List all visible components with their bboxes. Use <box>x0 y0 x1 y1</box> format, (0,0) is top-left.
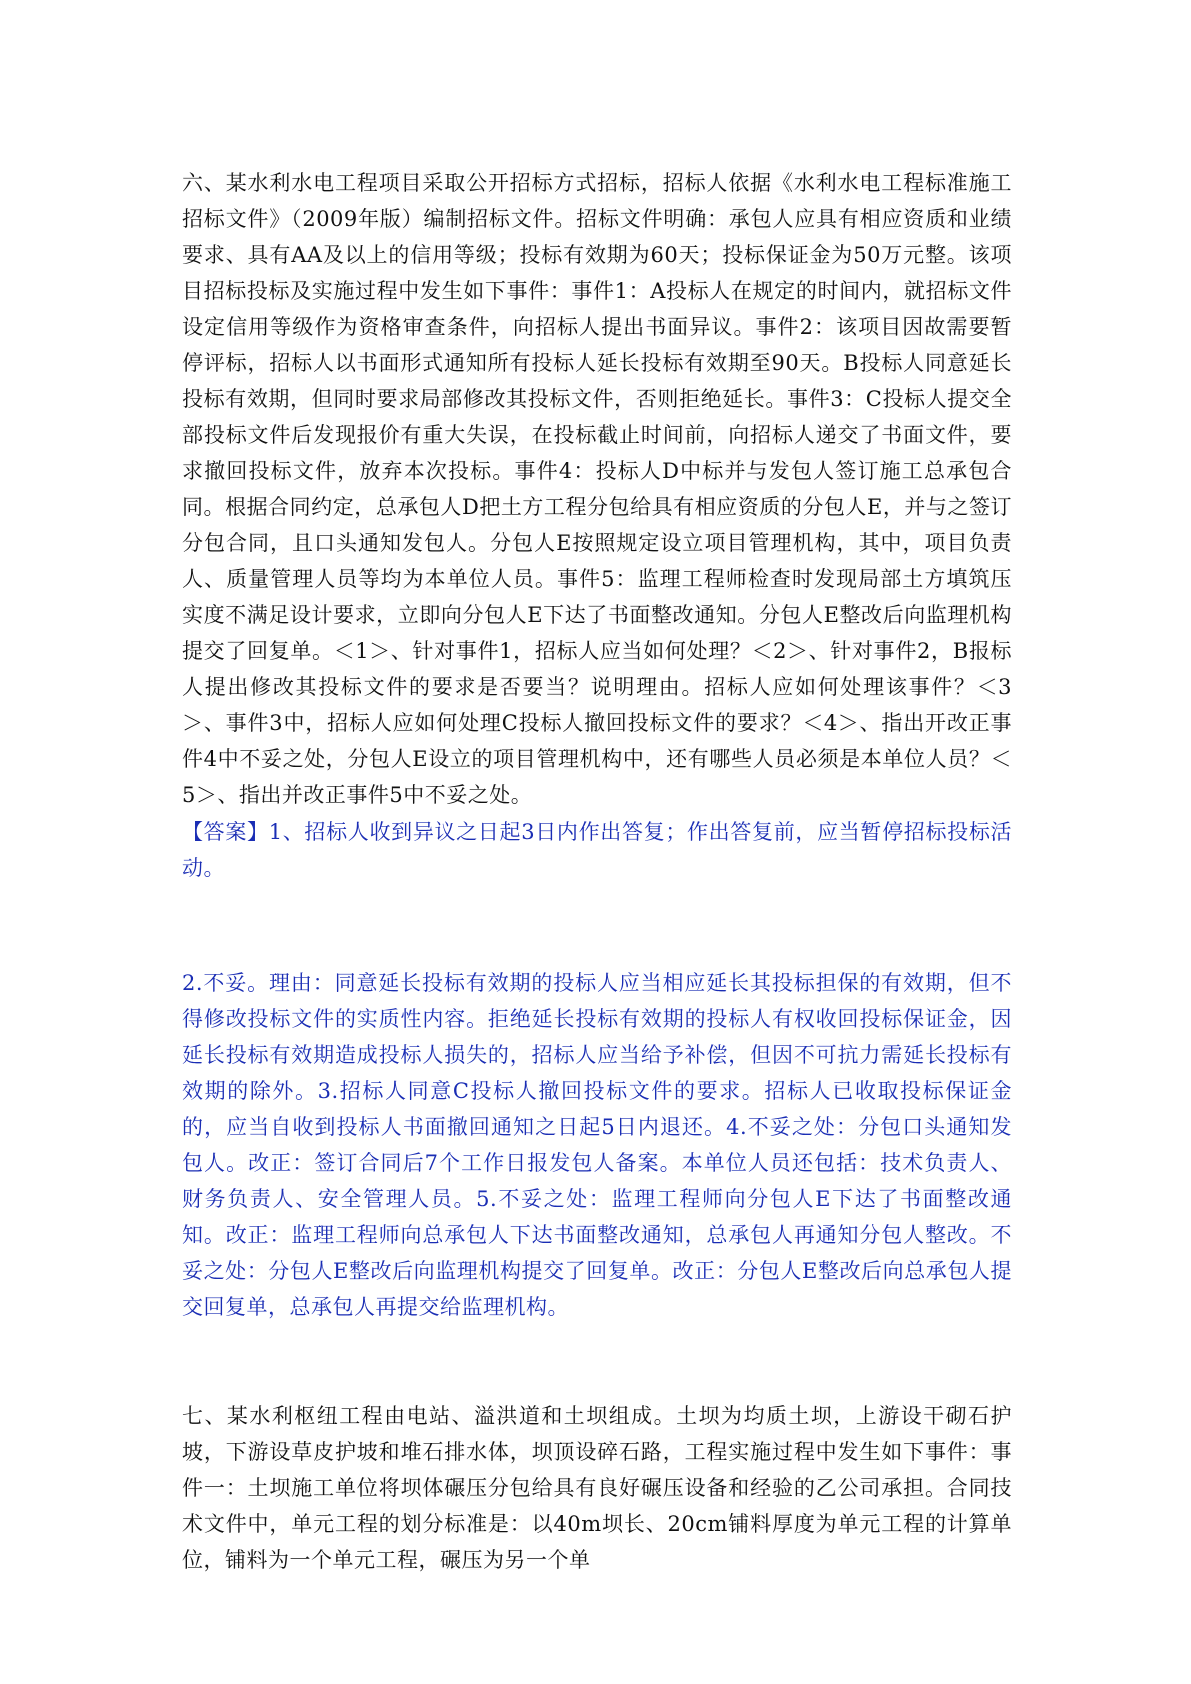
answer-part-2-text: 2.不妥。理由：同意延长投标有效期的投标人应当相应延长其投标担保的有效期，但不得修改投标文件的实质性内容。拒绝延长投标有效期的投标人有权收回投标保证金，因延长投标有效期造成投标人损失的，招标人应当给予补偿，但因不可抗力需延长投标有效期的除外。3.招标人同意C投标人撤回投标文件的要求。招标人已收取投标保证金的，应当自收到投标人书面撤回通知之日起5日内退还。4.不妥之处：分包口头通知发包人。改正：签订合同后7个工作日报发包人备案。本单位人员还包括：技术负责人、财务负责人、安全管理人员。5.不妥之处：监理工程师向分包人E下达了书面整改通知。改正：监理工程师向总承包人下达书面整改通知，总承包人再通知分包人整改。不妥之处：分包人E整改后向监理机构提交了回复单。改正：分包人E整改后向总承包人提交回复单，总承包人再提交给监理机构。 <box>182 971 1012 1319</box>
answer-part-1-text: 【答案】1、招标人收到异议之日起3日内作出答复；作出答复前，应当暂停招标投标活动。 <box>182 820 1012 880</box>
question-7-text: 七、某水利枢纽工程由电站、溢洪道和土坝组成。土坝为均质土坝，上游设干砌石护坡，下游设草皮护坡和堆石排水体，坝顶设碎石路，工程实施过程中发生如下事件：事件一：土坝施工单位将坝体碾压分包给具有良好碾压设备和经验的乙公司承担。合同技术文件中，单元工程的划分标准是：以40m坝长、20cm铺料厚度为单元工程的计算单位，铺料为一个单元工程，碾压为另一个单 <box>182 1404 1012 1572</box>
question-6-text: 六、某水利水电工程项目采取公开招标方式招标，招标人依据《水利水电工程标准施工招标文件》（2009年版）编制招标文件。招标文件明确：承包人应具有相应资质和业绩要求、具有AA及以上的信用等级；投标有效期为60天；投标保证金为50万元整。该项目招标投标及实施过程中发生如下事件：事件1：A投标人在规定的时间内，就招标文件设定信用等级作为资格审查条件，向招标人提出书面异议。事件2：该项目因故需要暂停评标，招标人以书面形式通知所有投标人延长投标有效期至90天。B投标人同意延长投标有效期，但同时要求局部修改其投标文件，否则拒绝延长。事件3：C投标人提交全部投标文件后发现报价有重大失误，在投标截止时间前，向招标人递交了书面文件，要求撤回投标文件，放弃本次投标。事件4：投标人D中标并与发包人签订施工总承包合同。根据合同约定，总承包人D把土方工程分包给具有相应资质的分包人E，并与之签订分包合同，且口头通知发包人。分包人E按照规定设立项目管理机构，其中，项目负责人、质量管理人员等均为本单位人员。事件5：监理工程师检查时发现局部土方填筑压实度不满足设计要求，立即向分包人E下达了书面整改通知。分包人E整改后向监理机构提交了回复单。＜1＞、针对事件1，招标人应当如何处理？＜2＞、针对事件2，B报标人提出修改其投标文件的要求是否要当？说明理由。招标人应如何处理该事件？＜3＞、事件3中，招标人应如何处理C投标人撤回投标文件的要求？＜4＞、指出开改正事件4中不妥之处，分包人E设立的项目管理机构中，还有哪些人员必须是本单位人员？＜5＞、指出并改正事件5中不妥之处。 <box>182 171 1012 807</box>
